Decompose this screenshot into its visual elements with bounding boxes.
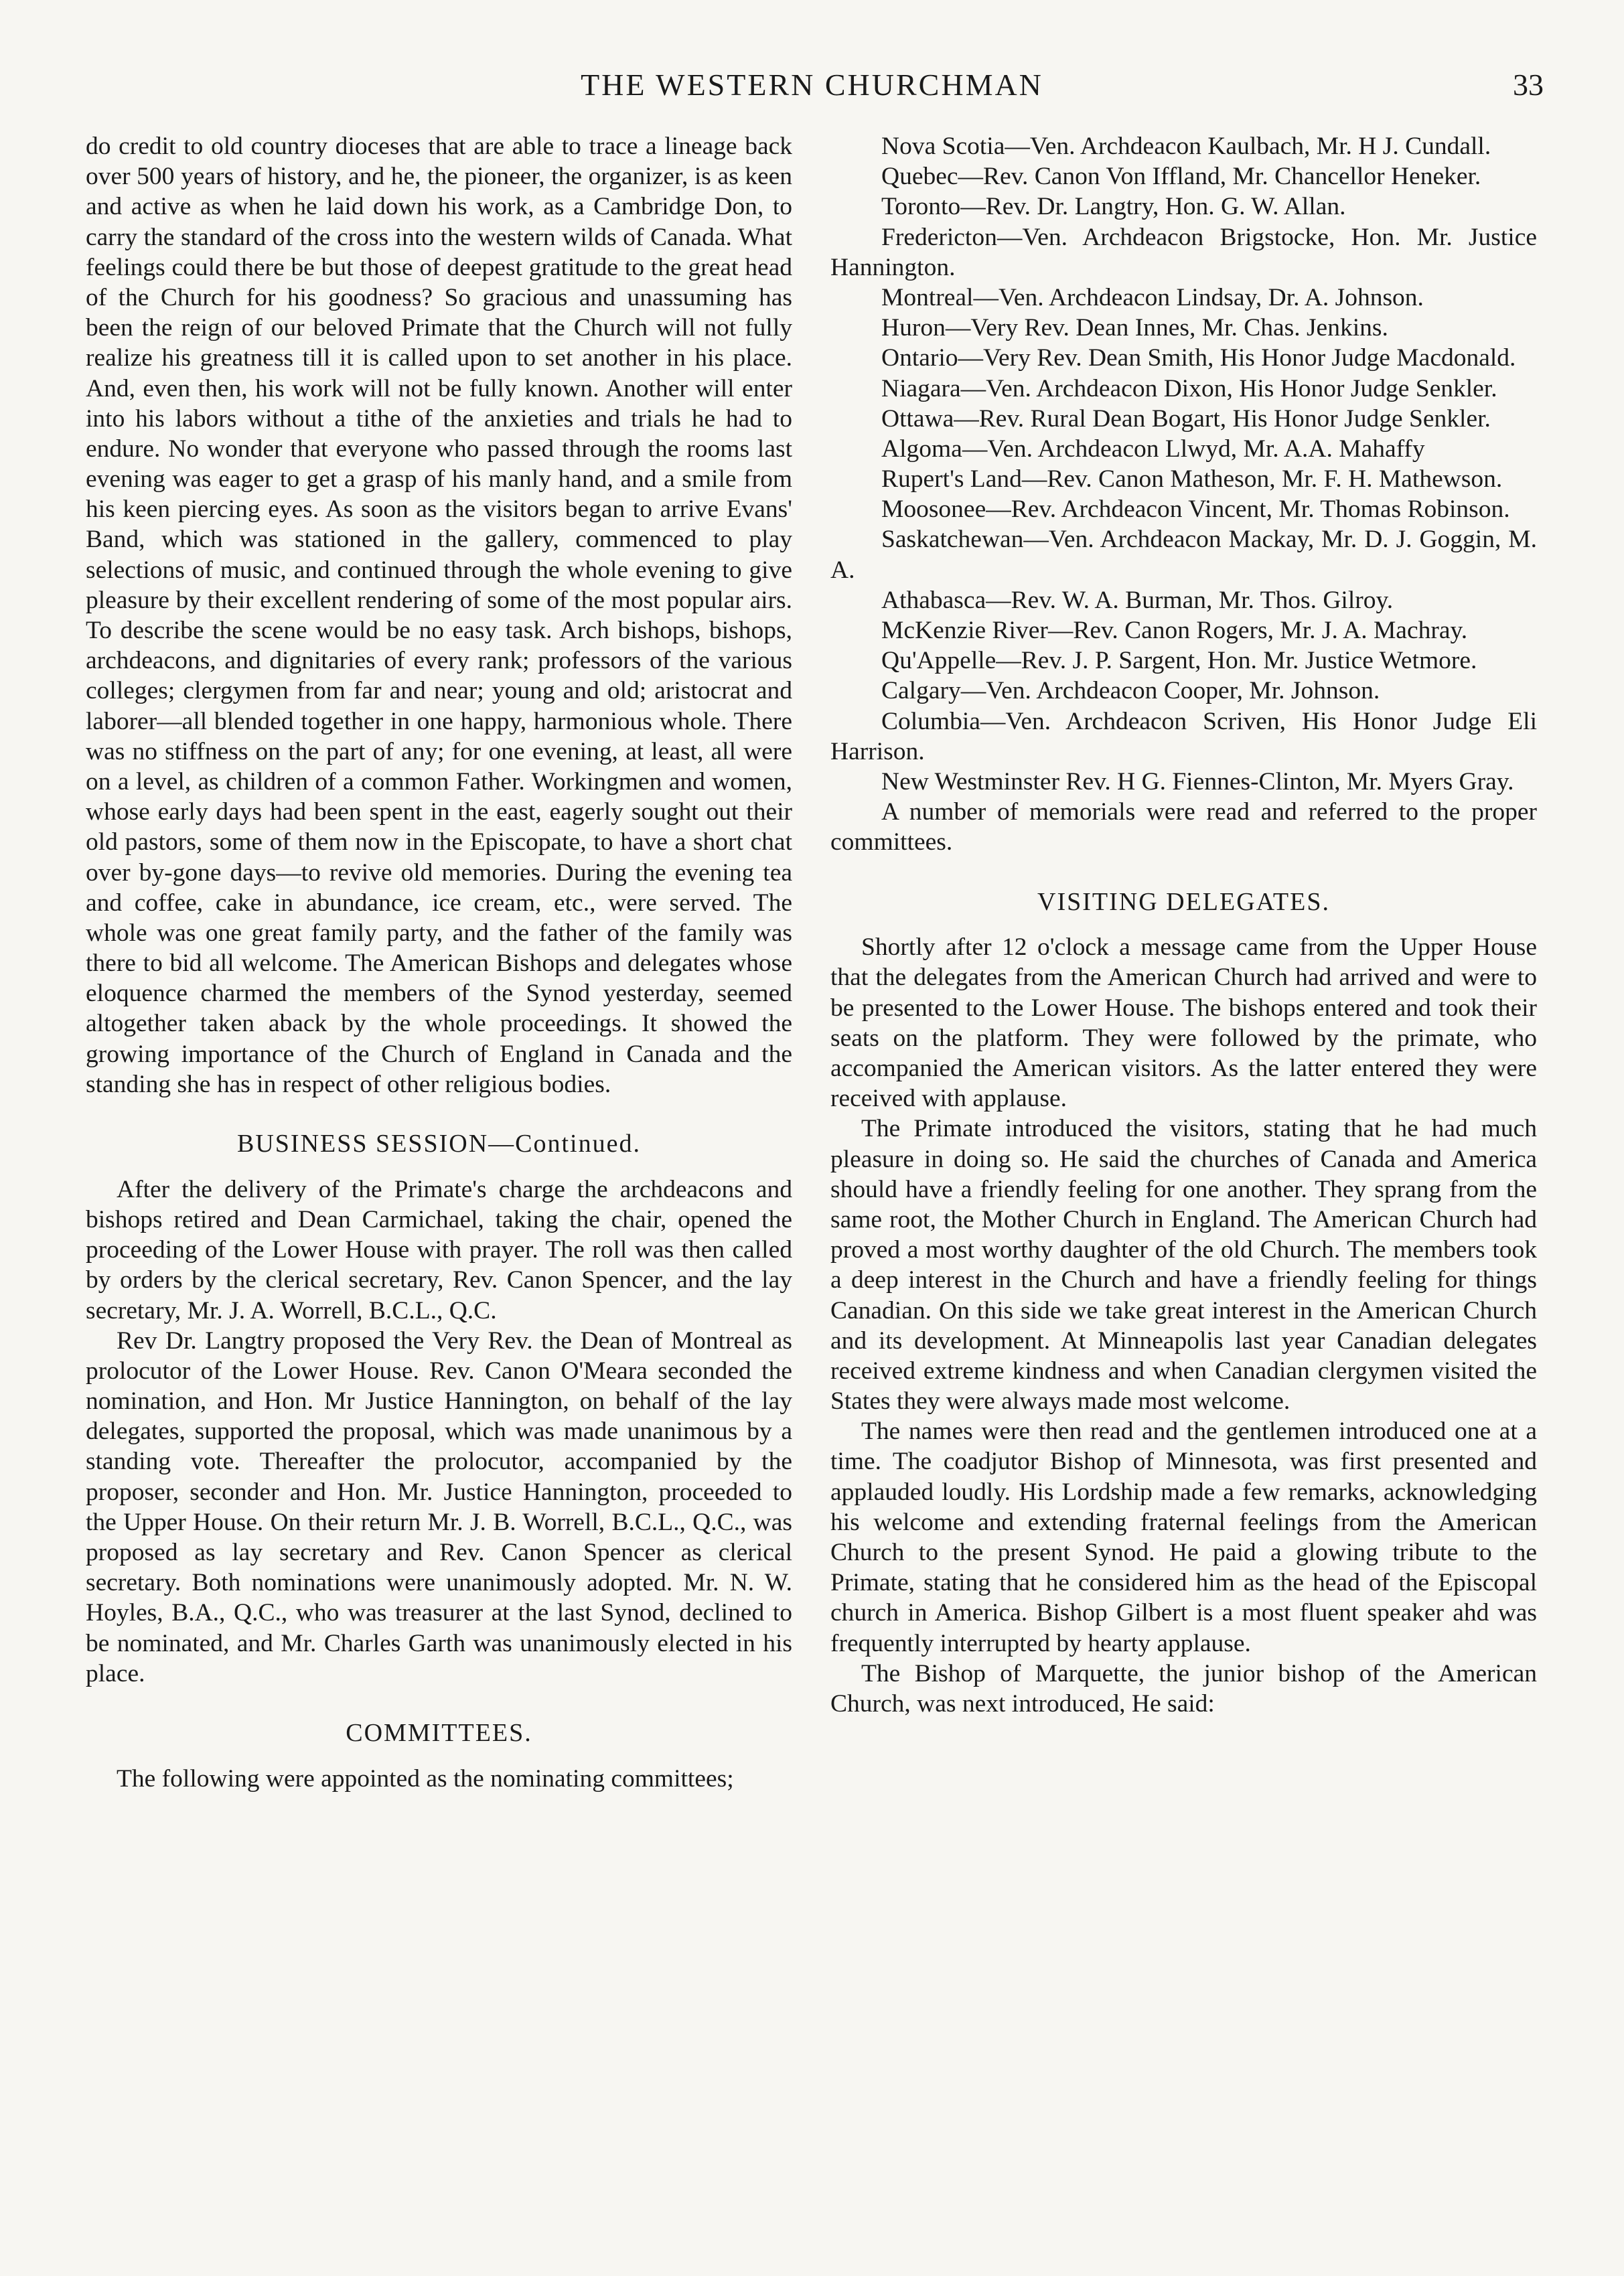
- committee-entry: Athabasca—Rev. W. A. Burman, Mr. Thos. Gilroy.: [881, 586, 1394, 614]
- page-number: 33: [1513, 68, 1544, 102]
- page-header: [80, 67, 1544, 121]
- committee-entry: Columbia—Ven. Archdeacon Scriven, His Honor Judge Eli Harrison.: [830, 707, 1537, 765]
- committee-entry: Qu'Appelle—Rev. J. P. Sargent, Hon. Mr. Justice Wetmore.: [881, 647, 1477, 675]
- committee-entry: Huron—Very Rev. Dean Innes, Mr. Chas. Jenkins.: [881, 314, 1388, 342]
- committee-entry: Toronto—Rev. Dr. Langtry, Hon. G. W. Allan.: [881, 193, 1346, 221]
- committee-entry: McKenzie River—Rev. Canon Rogers, Mr. J. A. Machray.: [881, 617, 1468, 644]
- committee-entry: Moosonee—Rev. Archdeacon Vincent, Mr. Thomas Robinson.: [881, 496, 1510, 524]
- committee-entry: New Westminster Rev. H G. Fiennes-Clinton, Mr. Myers Gray.: [881, 767, 1514, 795]
- committee-entry: Nova Scotia—Ven. Archdeacon Kaulbach, Mr. H J. Cundall.: [881, 133, 1491, 160]
- committee-entry: Calgary—Ven. Archdeacon Cooper, Mr. Johnson.: [881, 677, 1380, 705]
- committee-entry: Saskatchewan—Ven. Archdeacon Mackay, Mr. D. J. Goggin, M. A.: [830, 526, 1537, 584]
- section-heading-committees: COMMITTEES.: [346, 1718, 532, 1747]
- right-column: [830, 131, 1537, 1719]
- article-paragraph: A number of memorials were read and referred to the proper committees.: [830, 798, 1537, 856]
- section-heading-business-session: BUSINESS SESSION—Continued.: [237, 1130, 641, 1158]
- committee-entry: Rupert's Land—Rev. Canon Matheson, Mr. F. H. Mathewson.: [881, 465, 1503, 494]
- article-paragraph: do credit to old country dioceses that are able to trace a lineage back over 500 years of history, and he, the pioneer, the organizer, is as keen and active as when he laid down his work, as a Cambridge Don, to carry the standard of the cross into the western wilds of Canada. What feelings could there be but those of deepest gratitude to the great head of the Church for his goodness? So gracious and unassuming has been the reign of our beloved Primate that the Church will not fully realize his greatness till it is called upon to set another in his place. And, even then, his work will not be fully known. Another will enter into his labors without a tithe of the anxieties and trials he had to endure. No wonder that everyone who passed through the rooms last evening was eager to get a grasp of his manly hand, and a smile from his keen piercing eyes. As soon as the visitors began to arrive Evans' Band, which was stationed in the gallery, commenced to play selections of music, and continued through the whole evening to give pleasure by their excellent rendering of some of the most popular airs. To describe the scene would be no easy task. Arch bishops, bishops, archdeacons, and dignitaries of every rank; professors of the various colleges; clergymen from far and near; young and old; aristocrat and laborer—all blended together in one happy, harmonious whole. There was no stiffness on the part of any; for one evening, at least, all were on a level, as children of a common Father. Workingmen and women, whose early days had been spent in the east, eagerly sought out their old pastors, some of them now in the Episcopate, to have a short chat over by-gone days—to revive old memories. During the evening tea and coffee, cake in abundance, ice cream, etc., were served. The whole was one great family party, and the father of the family was there to bid all welcome. The American Bishops and delegates whose eloquence charmed the members of the Synod yesterday, seemed altogether taken aback by the whole proceedings. It showed the growing importance of the Church of England in Canada and the standing she has in respect of other religious bodies.: [86, 133, 792, 1098]
- article-paragraph: Shortly after 12 o'clock a message came from the Upper House that the delegates from the American Church had arrived and were to be presented to the Lower House. The bishops entered and took their seats on the platform. They were followed by the primate, who accompanied the American visitors. As the latter entered they were received with applause.: [830, 933, 1537, 1113]
- article-paragraph: The Primate introduced the visitors, stating that he had much pleasure in doing so. He said the churches of Canada and America should have a friendly feeling for one another. They sprang from the same root, the Mother Church in England. The American Church had proved a most worthy daughter of the old Church. The members took a deep interest in the Church and have a friendly feeling for things Canadian. On this side we take great interest in the American Church and its development. At Minneapolis last year Canadian delegates received extreme kindness and when Canadian clergymen visited the States they were always made most welcome.: [830, 1115, 1537, 1416]
- committee-entry: Ontario—Very Rev. Dean Smith, His Honor Judge Macdonald.: [881, 344, 1516, 372]
- committee-list: [830, 131, 1537, 797]
- article-paragraph: The names were then read and the gentlemen introduced one at a time. The coadjutor Bishop of Minnesota, was first presented and applauded loudly. His Lordship made a few remarks, acknowledging his welcome and extending fraternal feelings from the American Church to the present Synod. He paid a glowing tribute to the Primate, stating that he considered him as the head of the Episcopal church in America. Bishop Gilbert is a most fluent speaker ahd was frequently interrupted by hearty applause.: [830, 1418, 1537, 1657]
- committee-entry: Algoma—Ven. Archdeacon Llwyd, Mr. A.A. Mahaffy: [881, 435, 1425, 463]
- committee-entry: Quebec—Rev. Canon Von Iffland, Mr. Chancellor Heneker.: [881, 163, 1481, 191]
- committee-entry: Niagara—Ven. Archdeacon Dixon, His Honor Judge Senkler.: [881, 374, 1497, 402]
- publication-title: THE WESTERN CHURCHMAN: [581, 68, 1043, 102]
- committee-entry: Montreal—Ven. Archdeacon Lindsay, Dr. A. Johnson.: [881, 283, 1424, 311]
- committee-entry: Ottawa—Rev. Rural Dean Bogart, His Honor Judge Senkler.: [881, 404, 1491, 433]
- article-paragraph: Rev Dr. Langtry proposed the Very Rev. the Dean of Montreal as prolocutor of the Lower House. Rev. Canon O'Meara seconded the nomination, and Hon. Mr Justice Hannington, on behalf of the lay delegates, supported the proposal, which was made unanimous by a standing vote. Thereafter the prolocutor, accompanied by the proposer, seconder and Hon. Mr. Justice Hannington, proceeded to the Upper House. On their return Mr. J. B. Worrell, B.C.L., Q.C., was proposed as lay secretary and Rev. Canon Spencer as clerical secretary. Both nominations were unanimously adopted. Mr. N. W. Hoyles, B.A., Q.C., who was treasurer at the last Synod, declined to be nominated, and Mr. Charles Garth was unanimously elected in his place.: [86, 1326, 792, 1687]
- section-heading-visiting-delegates: VISITING DELEGATES.: [1037, 887, 1330, 916]
- left-column: [86, 131, 792, 1794]
- article-paragraph: After the delivery of the Primate's charge the archdeacons and bishops retired and Dean Carmichael, taking the chair, opened the proceeding of the Lower House with prayer. The roll was then called by orders by the clerical secretary, Rev. Canon Spencer, and the lay secretary, Mr. J. A. Worrell, B.C.L., Q.C.: [86, 1175, 792, 1324]
- committee-entry: Fredericton—Ven. Archdeacon Brigstocke, Hon. Mr. Justice Hannington.: [830, 223, 1537, 281]
- article-paragraph: The Bishop of Marquette, the junior bishop of the American Church, was next introduced, He said:: [830, 1659, 1537, 1718]
- article-paragraph: The following were appointed as the nominating committees;: [117, 1764, 734, 1793]
